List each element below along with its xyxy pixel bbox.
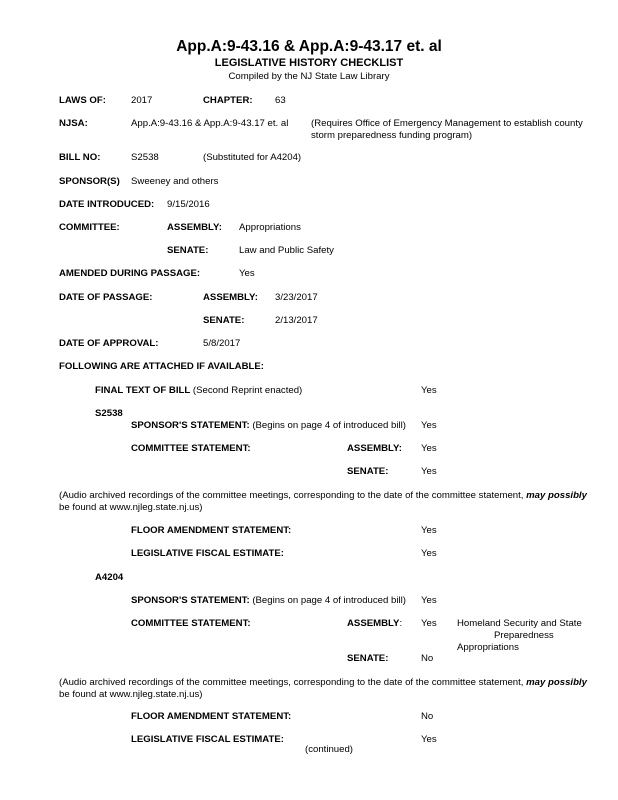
njsa-value: App.A:9-43.16 & App.A:9-43.17 et. al	[131, 118, 289, 129]
passage-assembly-label: ASSEMBLY:	[203, 292, 258, 303]
continued-note: (continued)	[305, 744, 353, 755]
a4204-committee-note-line2: Preparedness	[494, 630, 554, 641]
a4204-fiscal-value: Yes	[421, 734, 437, 745]
s2538-floor-label: FLOOR AMENDMENT STATEMENT:	[131, 525, 292, 536]
s2538-assembly-value: Yes	[421, 443, 437, 454]
committee-senate-label: SENATE:	[167, 245, 209, 256]
final-text-row	[95, 385, 302, 397]
approval-label: DATE OF APPROVAL:	[59, 338, 159, 349]
a4204-sponsor-statement-row	[131, 595, 406, 607]
final-text-note: (Second Reprint enacted)	[192, 385, 303, 396]
njsa-description-line2: storm preparedness funding program)	[311, 130, 473, 141]
bill-no-note: (Substituted for A4204)	[203, 152, 302, 163]
committee-label: COMMITTEE:	[59, 222, 120, 233]
njsa-description-line1: (Requires Office of Emergency Management to establish county	[311, 118, 583, 129]
audio-note-2-emphasis: may possibly	[526, 677, 587, 688]
s2538-fiscal-value: Yes	[421, 548, 437, 559]
s2538-fiscal-label: LEGISLATIVE FISCAL ESTIMATE:	[131, 548, 284, 559]
a4204-heading: A4204	[95, 572, 124, 583]
approval-value: 5/8/2017	[203, 338, 241, 349]
a4204-senate-label: SENATE:	[347, 653, 389, 664]
document-subtitle: LEGISLATIVE HISTORY CHECKLIST	[214, 57, 404, 69]
bill-no-value: S2538	[131, 152, 159, 163]
a4204-floor-value: No	[421, 711, 434, 722]
audio-note-1-line1	[59, 490, 587, 502]
a4204-sponsor-statement-label: SPONSOR'S STATEMENT:	[131, 595, 250, 606]
sponsor-value: Sweeney and others	[131, 176, 219, 187]
committee-senate-value: Law and Public Safety	[239, 245, 334, 256]
committee-assembly-label: ASSEMBLY:	[167, 222, 222, 233]
audio-note-2-line2: be found at www.njleg.state.nj.us)	[59, 689, 203, 700]
document-title: App.A:9-43.16 & App.A:9-43.17 et. al	[176, 38, 442, 55]
audio-note-1-line2: be found at www.njleg.state.nj.us)	[59, 502, 203, 513]
passage-assembly-value: 3/23/2017	[275, 292, 318, 303]
s2538-senate-value: Yes	[421, 466, 437, 477]
s2538-assembly-label: ASSEMBLY:	[347, 443, 402, 454]
s2538-heading: S2538	[95, 408, 123, 419]
amended-label: AMENDED DURING PASSAGE:	[59, 268, 201, 279]
passage-senate-label: SENATE:	[203, 315, 245, 326]
a4204-assembly-row: ASSEMBLY:	[347, 618, 403, 629]
audio-note-2-text: (Audio archived recordings of the committee meetings, corresponding to the date of the committee statement,	[59, 677, 527, 688]
a4204-sponsor-statement-value: Yes	[421, 595, 437, 606]
laws-of-label: LAWS OF:	[59, 95, 106, 106]
njsa-label: NJSA:	[59, 118, 88, 129]
s2538-sponsor-statement-note: (Begins on page 4 of introduced bill)	[252, 420, 406, 431]
audio-note-1-text: (Audio archived recordings of the committee meetings, corresponding to the date of the committee statement,	[59, 490, 527, 501]
committee-assembly-value: Appropriations	[239, 222, 301, 233]
s2538-committee-statement-label: COMMITTEE STATEMENT:	[131, 443, 251, 454]
s2538-sponsor-statement-value: Yes	[421, 420, 437, 431]
final-text-value: Yes	[421, 385, 437, 396]
a4204-floor-label: FLOOR AMENDMENT STATEMENT:	[131, 711, 292, 722]
amended-value: Yes	[239, 268, 255, 279]
s2538-sponsor-statement-label: SPONSOR'S STATEMENT:	[131, 420, 250, 431]
chapter-value: 63	[275, 95, 286, 106]
laws-of-value: 2017	[131, 95, 153, 106]
a4204-assembly-label: ASSEMBLY	[347, 618, 400, 629]
a4204-fiscal-label: LEGISLATIVE FISCAL ESTIMATE:	[131, 734, 284, 745]
a4204-assembly-value: Yes	[421, 618, 437, 629]
s2538-senate-label: SENATE:	[347, 466, 389, 477]
audio-note-1-emphasis: may possibly	[526, 490, 587, 501]
s2538-sponsor-statement-row	[131, 420, 406, 432]
a4204-committee-note-line3: Appropriations	[457, 642, 519, 653]
sponsor-label: SPONSOR(S)	[59, 176, 120, 187]
final-text-label: FINAL TEXT OF BILL	[95, 385, 191, 396]
date-introduced-value: 9/15/2016	[167, 199, 210, 210]
passage-label: DATE OF PASSAGE:	[59, 292, 153, 303]
bill-no-label: BILL NO:	[59, 152, 101, 163]
chapter-label: CHAPTER:	[203, 95, 253, 106]
a4204-committee-statement-label: COMMITTEE STATEMENT:	[131, 618, 251, 629]
compiled-by: Compiled by the NJ State Law Library	[228, 71, 390, 82]
passage-senate-value: 2/13/2017	[275, 315, 318, 326]
a4204-sponsor-statement-note: (Begins on page 4 of introduced bill)	[252, 595, 406, 606]
attached-heading: FOLLOWING ARE ATTACHED IF AVAILABLE:	[59, 361, 264, 372]
a4204-senate-value: No	[421, 653, 434, 664]
a4204-committee-note-line1: Homeland Security and State	[457, 618, 582, 629]
date-introduced-label: DATE INTRODUCED:	[59, 199, 155, 210]
s2538-floor-value: Yes	[421, 525, 437, 536]
audio-note-2-line1	[59, 677, 587, 689]
